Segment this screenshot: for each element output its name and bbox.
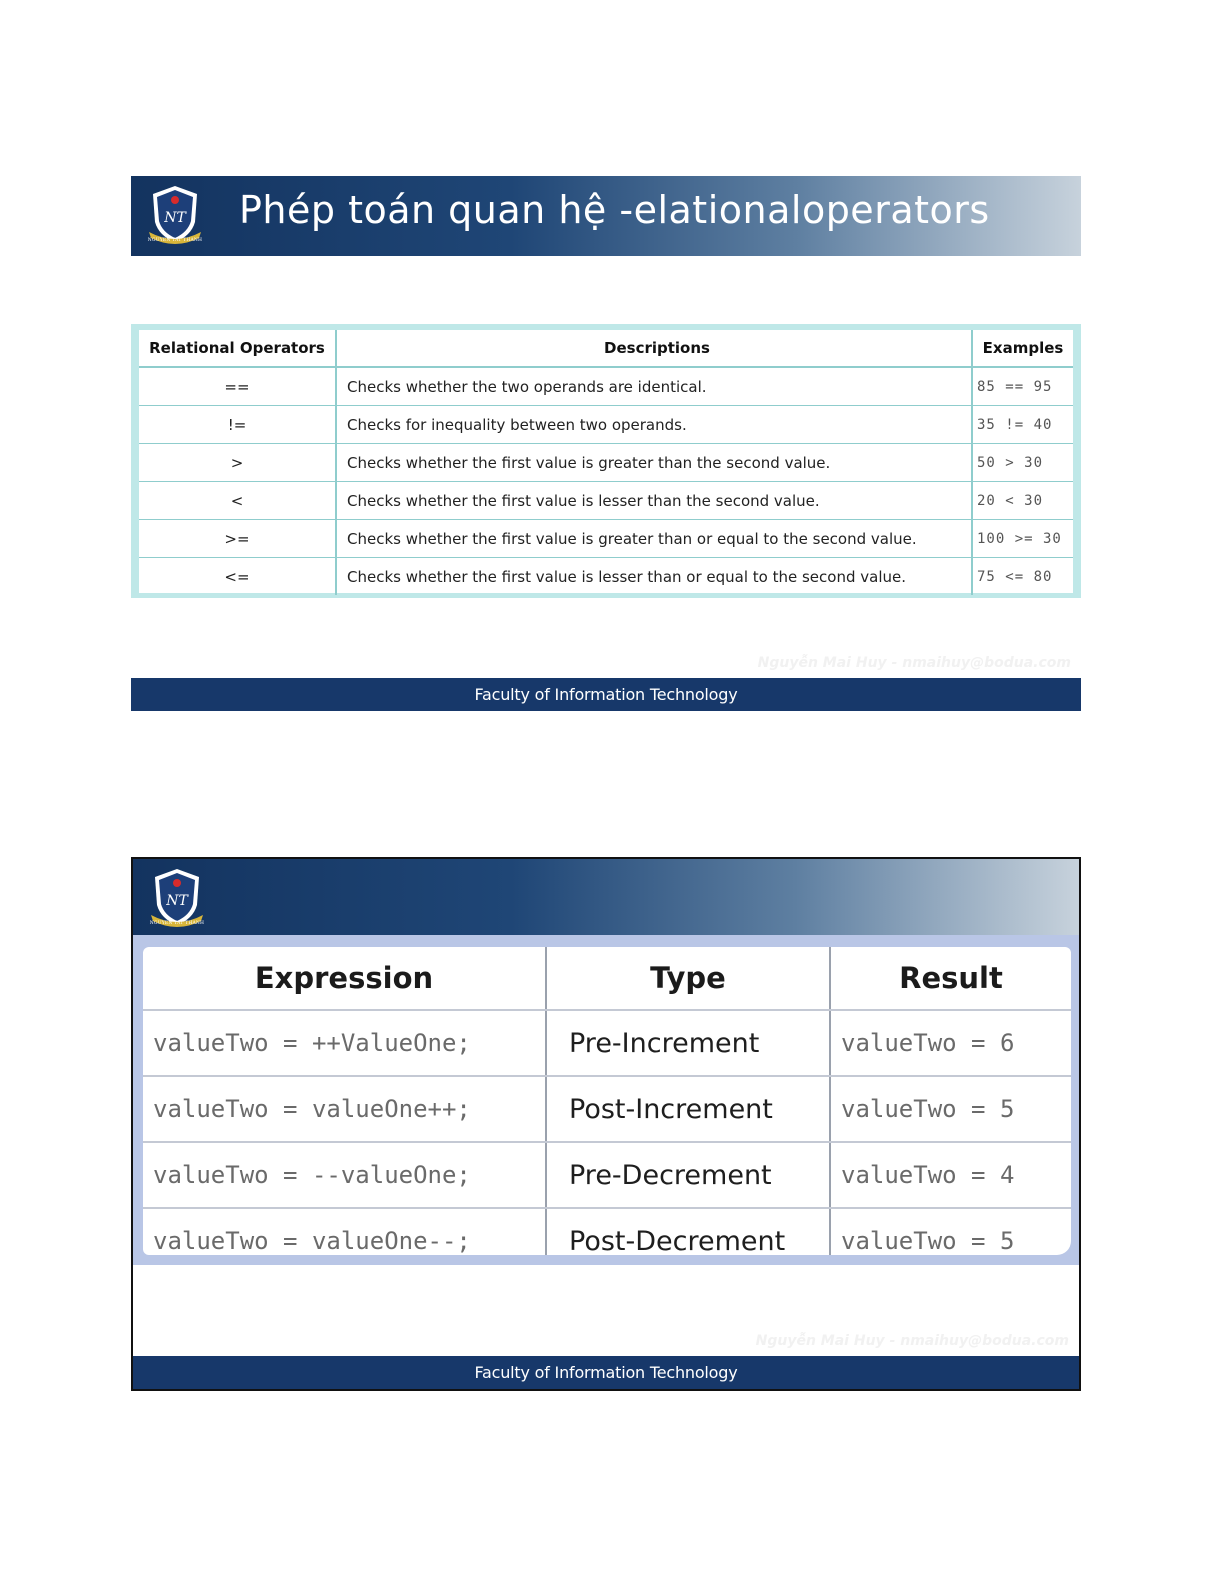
expression-table <box>143 947 1071 1255</box>
expression-cell: valueTwo = valueOne++; <box>143 1076 546 1142</box>
table-row <box>139 406 1073 444</box>
type-cell: Pre-Decrement <box>546 1142 830 1208</box>
example-cell: 50 > 30 <box>972 444 1073 482</box>
example-cell: 35 != 40 <box>972 406 1073 444</box>
description-cell: Checks whether the first value is lesser than or equal to the second value. <box>336 558 972 596</box>
operator-cell: >= <box>139 520 336 558</box>
footer-bar <box>133 1356 1079 1389</box>
table-row <box>143 1208 1071 1255</box>
footer-text: Faculty of Information Technology <box>474 685 738 704</box>
table-row <box>143 1076 1071 1142</box>
column-header-result: Result <box>830 947 1071 1010</box>
description-cell: Checks whether the first value is greater than the second value. <box>336 444 972 482</box>
slide-title: Phép toán quan hệ -elationaloperators <box>239 188 990 232</box>
logo-caption: NGUYEN TAT THANH <box>147 238 203 243</box>
description-cell: Checks for inequality between two operands. <box>336 406 972 444</box>
result-cell: valueTwo = 6 <box>830 1010 1071 1076</box>
slide-relational-operators <box>131 176 1081 711</box>
type-cell: Pre-Increment <box>546 1010 830 1076</box>
example-cell: 75 <= 80 <box>977 568 1053 585</box>
example-cell: 85 == 95 <box>972 367 1073 406</box>
description-cell: Checks whether the first value is lesser than the second value. <box>336 482 972 520</box>
result-cell: valueTwo = 5 <box>841 1227 1015 1255</box>
table-row <box>139 444 1073 482</box>
description-cell: Checks whether the first value is greater than or equal to the second value. <box>336 520 972 558</box>
slide-header <box>133 859 1079 935</box>
table-header-row <box>139 330 1073 367</box>
watermark: Nguyễn Mai Huy - nmaihuy@bodua.com <box>755 1333 1069 1349</box>
table-row <box>139 367 1073 406</box>
column-header-descriptions: Descriptions <box>336 330 972 367</box>
slide-header <box>131 176 1081 256</box>
result-cell: valueTwo = 5 <box>830 1076 1071 1142</box>
operator-cell: == <box>139 367 336 406</box>
table-row <box>139 482 1073 520</box>
table-row <box>139 520 1073 558</box>
example-cell: 20 < 30 <box>972 482 1073 520</box>
relational-operators-table-frame <box>131 324 1081 598</box>
column-header-operators: Relational Operators <box>139 330 336 367</box>
operator-cell: <= <box>139 558 336 596</box>
result-cell: valueTwo = 4 <box>830 1142 1071 1208</box>
svg-text:NT: NT <box>166 893 188 909</box>
table-row <box>143 1142 1071 1208</box>
svg-text:NT: NT <box>164 210 186 226</box>
expression-table-frame <box>133 935 1079 1265</box>
expression-cell: valueTwo = valueOne--; <box>143 1208 546 1255</box>
column-header-type: Type <box>546 947 830 1010</box>
slide-increment-decrement <box>131 857 1081 1391</box>
operator-cell: < <box>139 482 336 520</box>
relational-operators-table <box>139 330 1073 595</box>
description-cell: Checks whether the two operands are identical. <box>336 367 972 406</box>
type-cell: Post-Increment <box>546 1076 830 1142</box>
table-header-row <box>143 947 1071 1010</box>
column-header-expression: Expression <box>143 947 546 1010</box>
column-header-examples: Examples <box>972 330 1073 367</box>
operator-cell: > <box>139 444 336 482</box>
table-row <box>139 558 1073 596</box>
table-row <box>143 1010 1071 1076</box>
logo-caption: NGUYEN TAT THANH <box>149 921 205 926</box>
type-cell: Post-Decrement <box>546 1208 830 1255</box>
example-cell: 100 >= 30 <box>972 520 1073 558</box>
operator-cell: != <box>139 406 336 444</box>
footer-bar <box>131 678 1081 711</box>
expression-cell: valueTwo = ++ValueOne; <box>143 1010 546 1076</box>
footer-text: Faculty of Information Technology <box>474 1363 738 1382</box>
watermark: Nguyễn Mai Huy - nmaihuy@bodua.com <box>757 655 1071 671</box>
expression-cell: valueTwo = --valueOne; <box>143 1142 546 1208</box>
